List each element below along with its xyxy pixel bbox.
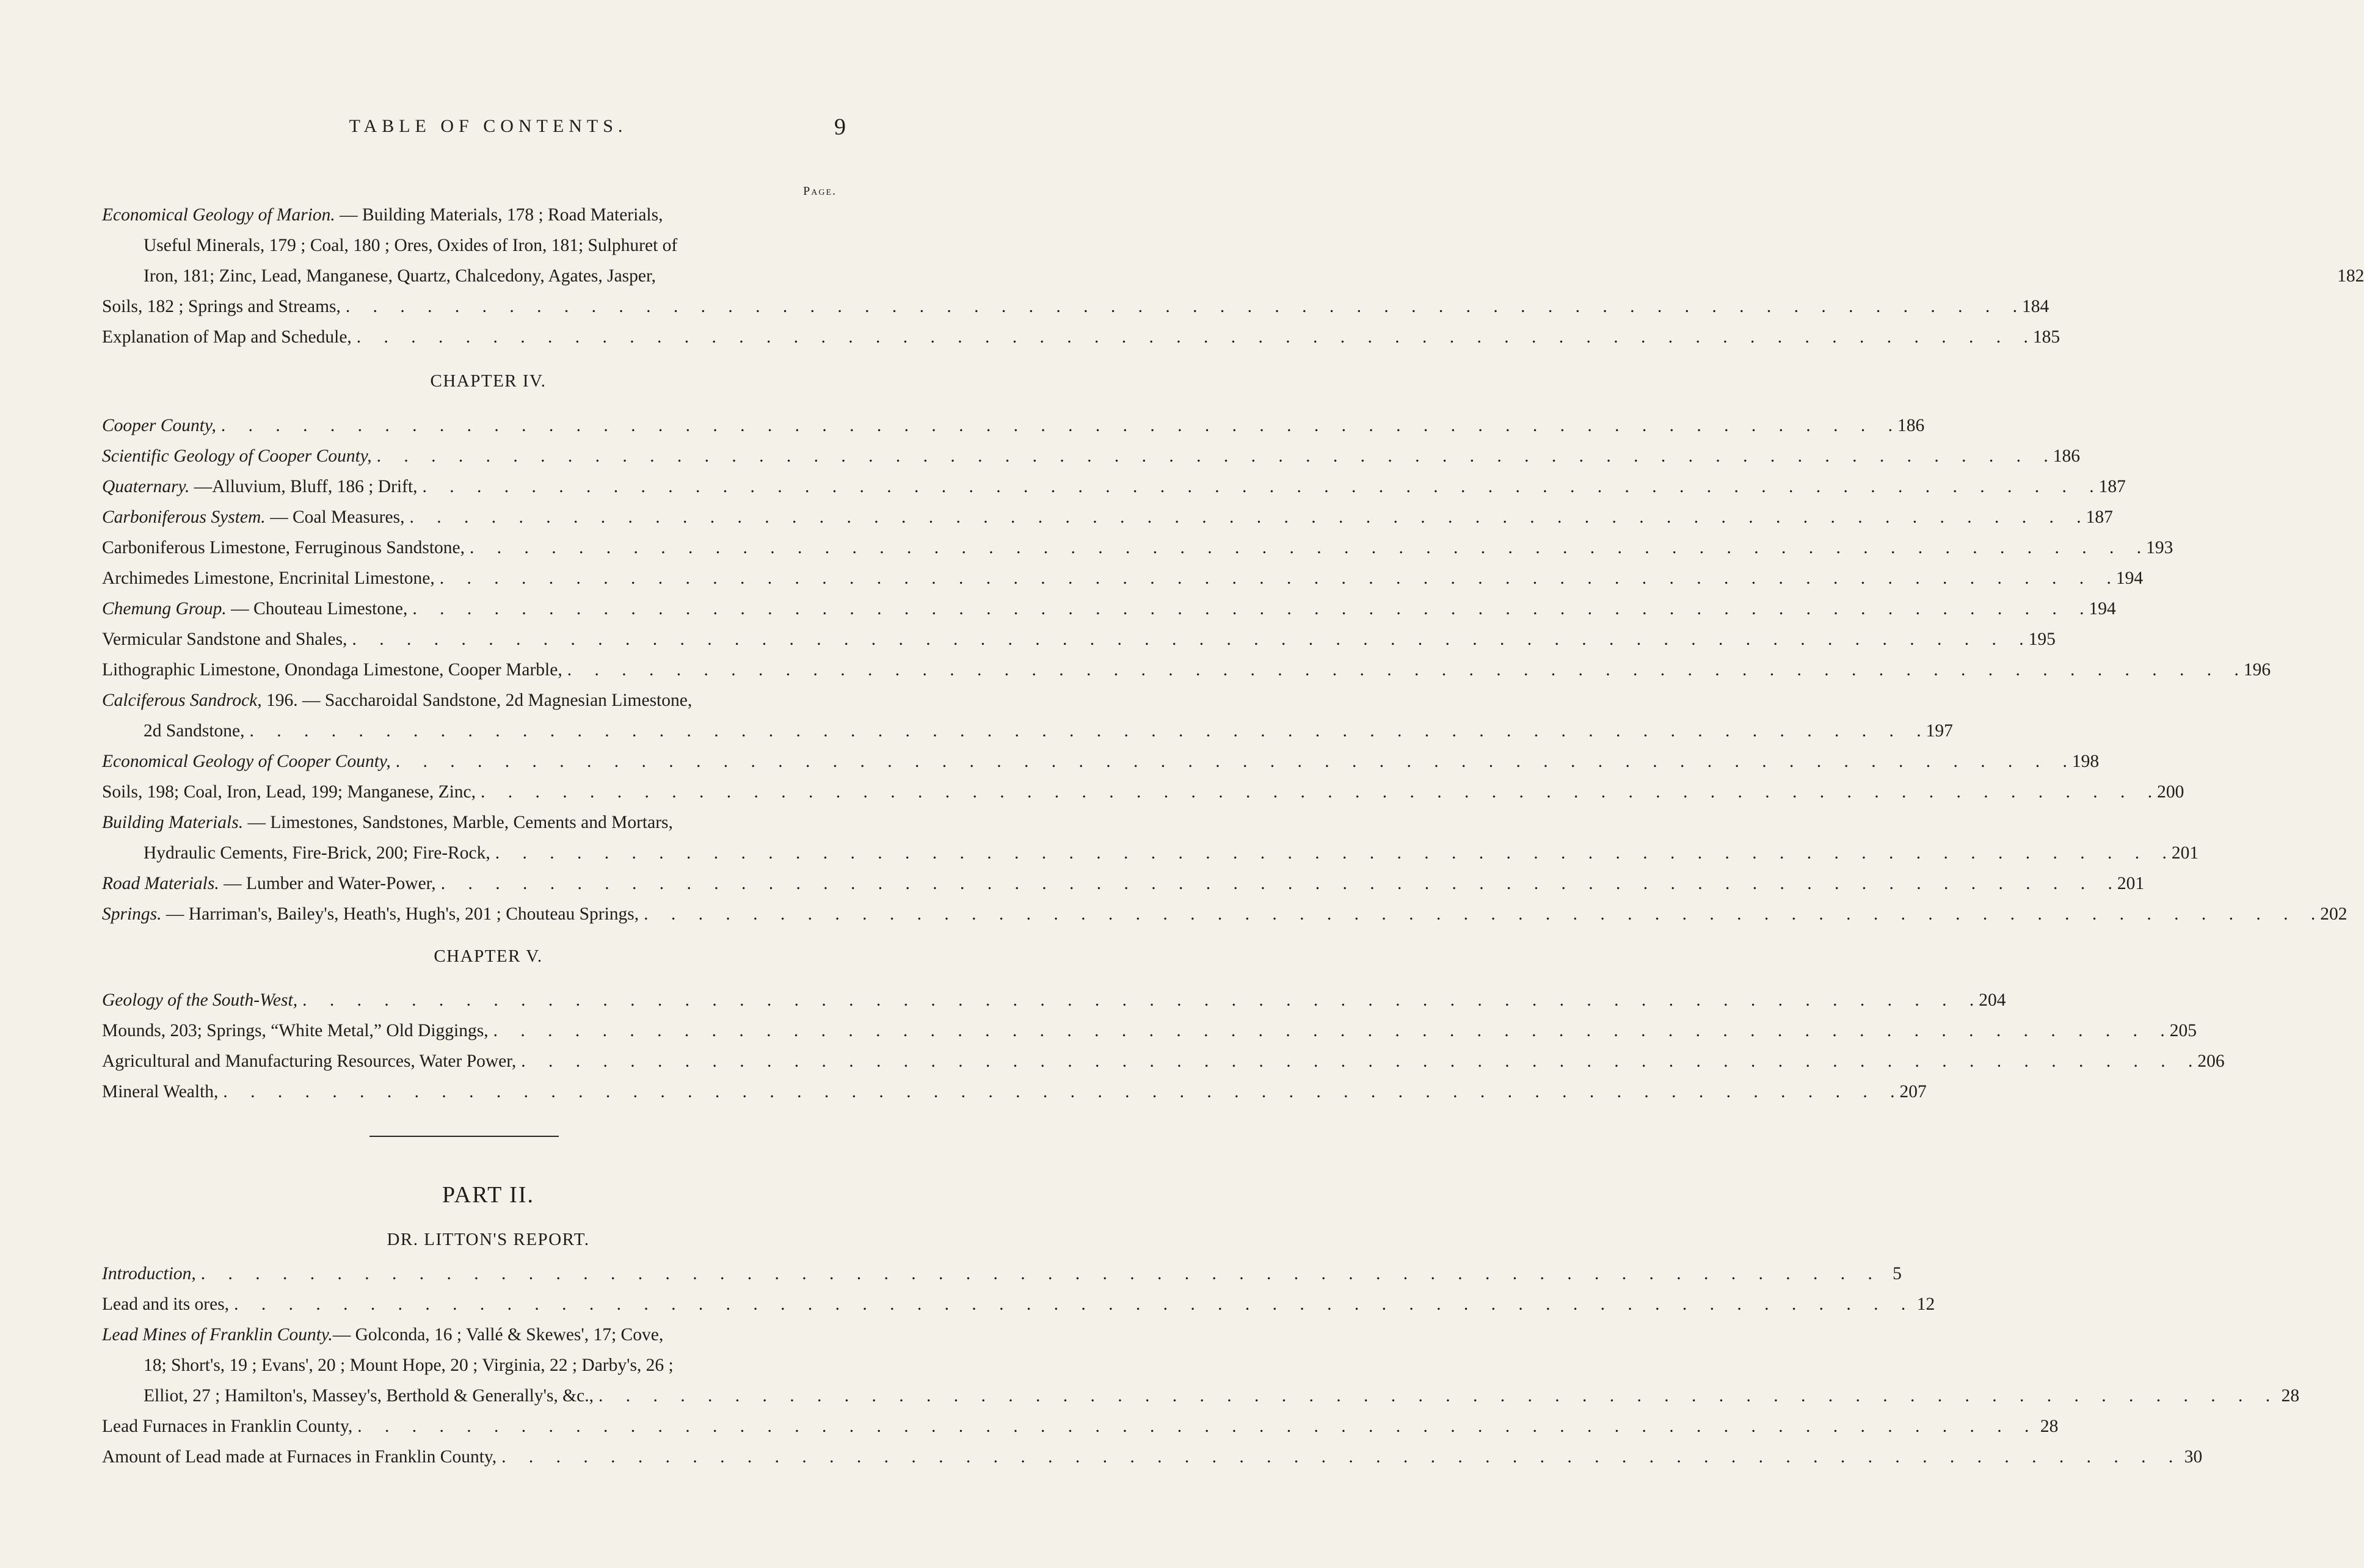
toc-entry: Lead Furnaces in Franklin County, . . . 28 (102, 1411, 838, 1442)
toc-entry: Vermicular Sandstone and Shales, . . . 195 (102, 624, 838, 655)
toc-entry: Lithographic Limestone, Onondaga Limestone, Cooper Marble, . . . 196 (102, 655, 838, 685)
toc-entry: Useful Minerals, 179 ; Coal, 180 ; Ores, Oxides of Iron, 181; Sulphuret of (144, 236, 678, 255)
toc-entry: Cooper County, . . . 186 (102, 410, 838, 441)
page-number: 9 (834, 114, 846, 140)
toc-entry: Calciferous Sandrock, 196. — Saccharoidal Sandstone, 2d Magnesian Limestone, (102, 691, 693, 710)
toc-entry: Agricultural and Manufacturing Resources, Water Power, . . . 206 (102, 1046, 838, 1076)
chapter-heading: CHAPTER IV. (430, 371, 547, 391)
toc-entry: Carboniferous Limestone, Ferruginous Sandstone, . . . 193 (102, 532, 838, 563)
page-column-label: Page. (803, 184, 837, 198)
toc-entry: Iron, 181; Zinc, Lead, Manganese, Quartz, Chalcedony, Agates, Jasper, 182 (144, 266, 2364, 286)
running-title: TABLE OF CONTENTS. (349, 116, 628, 136)
toc-entry: Economical Geology of Cooper County, . . . 198 (102, 746, 838, 777)
toc-entry: 2d Sandstone, . . . 197 (102, 716, 838, 746)
toc-entry: Springs. — Harriman's, Bailey's, Heath's, Hugh's, 201 ; Chouteau Springs, . . . 202 (102, 899, 838, 929)
toc-block-part-2 (102, 1258, 2300, 1472)
toc-entry: Soils, 182 ; Springs and Streams, . . . 184 (102, 291, 838, 322)
toc-entry: Mineral Wealth, . . . 207 (102, 1076, 838, 1107)
toc-entry: Explanation of Map and Schedule, . . . 185 (102, 322, 838, 352)
toc-entry: Lead and its ores, . . . 12 (102, 1289, 838, 1319)
part-heading: PART II. (442, 1182, 534, 1208)
toc-entry: Road Materials. — Lumber and Water-Power, . . . 201 (102, 868, 838, 899)
toc-entry: Carboniferous System. — Coal Measures, . . . 187 (102, 502, 838, 532)
toc-block-chapter-4 (102, 410, 2348, 929)
toc-entry: Amount of Lead made at Furnaces in Franklin County, . . . 30 (102, 1442, 838, 1472)
toc-entry: Lead Mines of Franklin County.— Golconda, 16 ; Vallé & Skewes', 17; Cove, (102, 1325, 664, 1345)
toc-entry: Mounds, 203; Springs, “White Metal,” Old Diggings, . . . 205 (102, 1015, 838, 1046)
toc-entry: Archimedes Limestone, Encrinital Limestone, . . . 194 (102, 563, 838, 593)
toc-entry: Quaternary. —Alluvium, Bluff, 186 ; Drift, . . . 187 (102, 471, 838, 502)
toc-entry: Elliot, 27 ; Hamilton's, Massey's, Berthold & Generally's, &c., . . . 28 (102, 1381, 838, 1411)
toc-entry: Introduction, . . . 5 (102, 1258, 838, 1289)
toc-entry: 18; Short's, 19 ; Evans', 20 ; Mount Hope, 20 ; Virginia, 22 ; Darby's, 26 ; (144, 1356, 674, 1375)
toc-entry: Chemung Group. — Chouteau Limestone, . . . 194 (102, 593, 838, 624)
toc-entry: Geology of the South-West, . . . 204 (102, 985, 838, 1015)
chapter-heading: CHAPTER V. (434, 946, 543, 966)
toc-entry: Building Materials. — Limestones, Sandstones, Marble, Cements and Mortars, (102, 813, 673, 832)
report-heading: DR. LITTON'S REPORT. (387, 1230, 590, 1249)
toc-block-chapter-5 (102, 985, 2225, 1107)
toc-entry: Soils, 198; Coal, Iron, Lead, 199; Manganese, Zinc, . . . 200 (102, 777, 838, 807)
toc-entry: Scientific Geology of Cooper County, . . . 186 (102, 441, 838, 471)
section-divider (369, 1136, 559, 1137)
toc-block-marion (102, 200, 2364, 352)
toc-entry: Hydraulic Cements, Fire-Brick, 200; Fire-Rock, . . . 201 (102, 838, 838, 868)
toc-entry: Economical Geology of Marion. — Building Materials, 178 ; Road Materials, (102, 205, 663, 225)
